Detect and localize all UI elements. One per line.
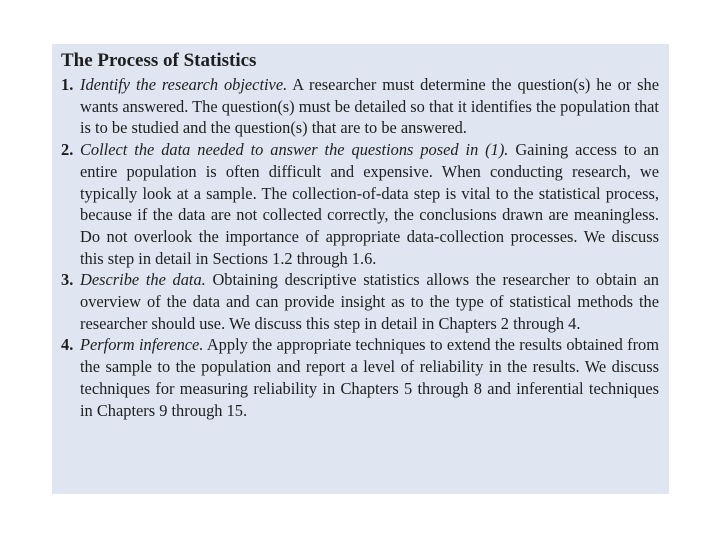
- step-lead: Collect the data needed to answer the questions posed in (1).: [80, 140, 509, 160]
- step-text: Apply the appropriate techniques to extend the results obtained from the sample to the population and report a level of reliability in the results. We discuss techniques for measuring reliability in Chapters 5 through 8 and inferential techniques in Chapters 9 through 15.: [80, 335, 659, 420]
- step-text: Obtaining descriptive statistics allows the researcher to obtain an overview of the data and can provide insight as to the type of statistical methods the researcher should use. We discuss this step in detail in Chapters 2 through 4.: [80, 270, 660, 333]
- step-lead: Perform inference.: [80, 335, 204, 355]
- step-item: [61, 334, 659, 421]
- step-item: [61, 74, 659, 139]
- step-number: 3.: [61, 270, 74, 290]
- step-number: 4.: [61, 335, 74, 355]
- step-item: [61, 139, 659, 269]
- step-lead: Identify the research objective.: [80, 75, 288, 94]
- steps-list: [61, 74, 659, 421]
- panel-title: The Process of Statistics: [61, 50, 257, 71]
- step-lead: Describe the data.: [80, 270, 206, 290]
- step-text: A researcher must determine the question(s) he or she wants answered. The question(s) must be detailed so that it identifies the population that is to be studied and the question(s) that are to be answered.: [80, 75, 659, 138]
- process-of-statistics-panel: [52, 44, 669, 494]
- step-item: [61, 269, 659, 334]
- step-number: 2.: [61, 140, 74, 160]
- step-number: 1.: [61, 75, 74, 94]
- step-text: Gaining access to an entire population is often difficult and expensive. When conducting research, we typically look at a sample. The collection-of-data step is vital to the statistical process, because if the data are not collected correctly, the conclusions drawn are meaningless. Do not overlook the importance of appropriate data-collection processes. We discuss this step in detail in Sections 1.2 through 1.6.: [80, 140, 659, 268]
